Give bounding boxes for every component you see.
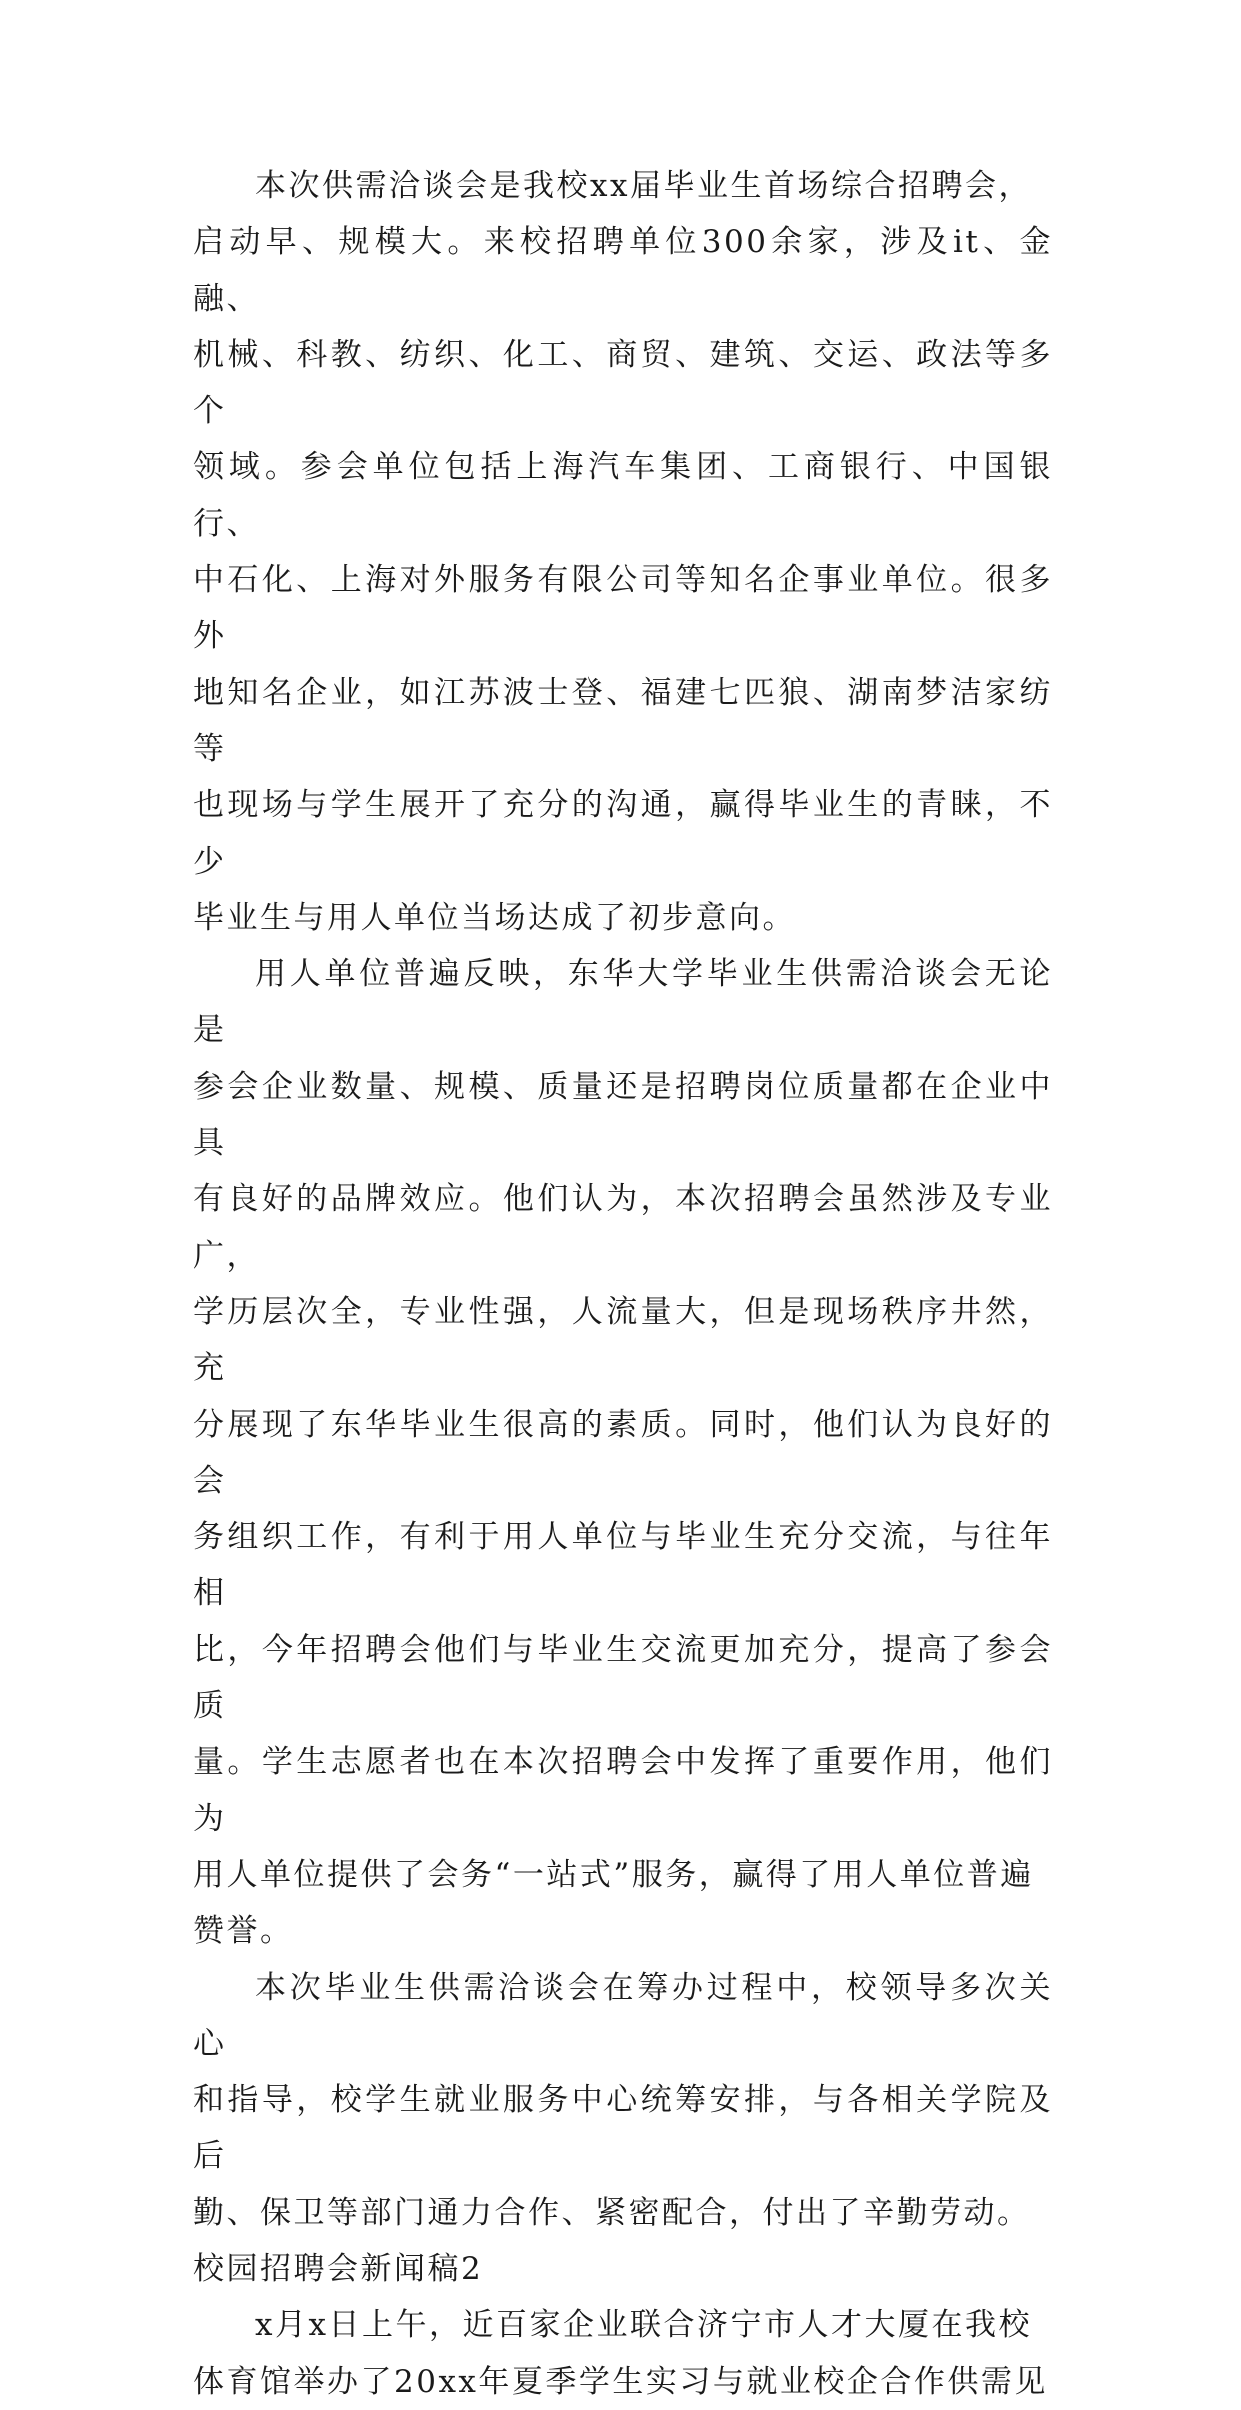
document-body [193, 158, 1053, 2410]
paragraph-4: x月x日上午，近百家企业联合济宁市人才大厦在我校 体育馆举办了20xx年夏季学生实习与就业校企合作供需见 [193, 2307, 1048, 2400]
paragraph-2: 用人单位普遍反映，东华大学毕业生供需洽谈会无论是 参会企业数量、规模、质量还是招聘岗位质量都在企业中具 有良好的品牌效应。他们认为，本次招聘会虽然涉及专业广， 学历层次全，专业性强，人流量大，但是现场秩序井然，充 分展现了东华毕业生很高的素质。同时，他们认为良好的会 务组织工作，有利于用人单位与毕业生充分交流，与往年相 比，今年招聘会他们与毕业生交流更加充分，提高了参会质 量。学生志愿者也在本次招聘会中发挥了重要作用，他们为 用人单位提供了会务“一站式”服务，赢得了用人单位普遍 赞誉。 [193, 956, 1053, 1950]
paragraph-1: 本次供需洽谈会是我校xx届毕业生首场综合招聘会， 启动早、规模大。来校招聘单位300余家，涉及it、金融、 机械、科教、纺织、化工、商贸、建筑、交运、政法等多个 领域。参会单位包括上海汽车集团、工商银行、中国银行、 中石化、上海对外服务有限公司等知名企事业单位。很多外 地知名企业，如江苏波士登、福建七匹狼、湖南梦洁家纺等 也现场与学生展开了充分的沟通，赢得毕业生的青睐，不少 毕业生与用人单位当场达成了初步意向。 [193, 168, 1053, 936]
paragraph-3: 本次毕业生供需洽谈会在筹办过程中，校领导多次关心 和指导，校学生就业服务中心统筹安排，与各相关学院及后 勤、保卫等部门通力合作、紧密配合，付出了辛勤劳动。 [193, 1969, 1053, 2231]
section-heading: 校园招聘会新闻稿2 [193, 2250, 484, 2287]
